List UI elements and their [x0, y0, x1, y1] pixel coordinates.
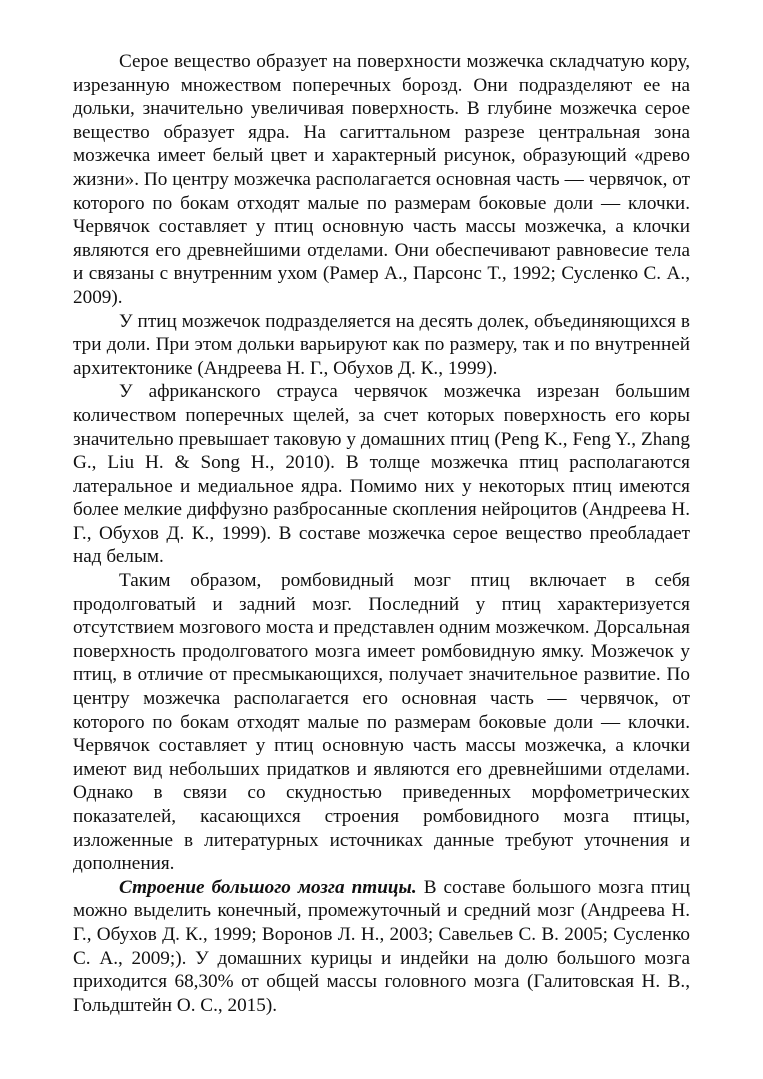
- paragraph-ostrich-cerebellum: У африканского страуса червячок мозжечка изрезан большим количеством поперечных щелей, за счет которых поверхность его коры значительно превышает таковую у домашних птиц (Peng K., Feng Y., Zhang G., Liu H. & Song H., 2010). В толще мозжечка птиц располагаются латеральное и медиальное ядра. Помимо них у некоторых птиц имеются более мелкие диффузно разбросанные скопления нейроцитов (Андреева Н. Г., Обухов Д. К., 1999). В составе мозжечка серое вещество преобладает над белым.: [73, 381, 690, 568]
- paragraph-cerebellum-lobes: У птиц мозжечок подразделяется на десять долек, объединяющихся в три доли. При этом дольки варьируют как по размеру, так и по внутренней архитектонике (Андреева Н. Г., Обухов Д. К., 1999).: [73, 310, 690, 379]
- paragraph-rhombencephalon-summary: Таким образом, ромбовидный мозг птиц включает в себя продолговатый и задний мозг. Последний у птиц характеризуется отсутствием мозгового моста и представлен одним мозжечком. Дорсальная поверхность продолговатого мозга имеет ромбовидную ямку. Мозжечок у птиц, в отличие от пресмыкающихся, получает значительное развитие. По центру мозжечка располагается его основная часть — червячок, от которого по бокам отходят малые по размерам боковые доли — клочки. Червячок составляет у птиц основную часть массы мозжечка, а клочки имеют вид небольших придатков и являются его древнейшими отделами. Однако в связи со скудностью приведенных морфометрических показателей, касающихся строения ромбовидного мозга птицы, изложенные в литературных источниках данные требуют уточнения и дополнения.: [73, 570, 690, 875]
- paragraph-cerebrum-structure: [73, 876, 690, 1018]
- paragraph-cerebellum-cortex: Серое вещество образует на поверхности мозжечка складчатую кору, изрезанную множеством поперечных борозд. Они подразделяют ее на дольки, значительно увеличивая поверхность. В глубине мозжечка серое вещество образует ядра. На сагиттальном разрезе центральная зона мозжечка имеет белый цвет и характерный рисунок, образующий «древо жизни». По центру мозжечка располагается основная часть — червячок, от которого по бокам отходят малые по размерам боковые доли — клочки. Червячок составляет у птиц основную часть массы мозжечка, а клочки являются его древнейшими отделами. Они обеспечивают равновесие тела и связаны с внутренним ухом (Рамер А., Парсонс Т., 1992; Сусленко С. А., 2009).: [73, 51, 690, 308]
- document-page: [73, 50, 690, 1017]
- paragraph-cerebrum-text: В составе большого мозга птиц можно выделить конечный, промежуточный и средний мозг (Андреева Н. Г., Обухов Д. К., 1999; Воронов Л. Н., 2003; Савельев С. В. 2005; Сусленко С. А., 2009;). У домашних курицы и индейки на долю большого мозга приходится 68,30% от общей массы головного мозга (Галитовская Н. В., Гольдштейн О. С., 2015).: [73, 876, 690, 1016]
- section-heading: Строение большого мозга птицы.: [119, 876, 417, 898]
